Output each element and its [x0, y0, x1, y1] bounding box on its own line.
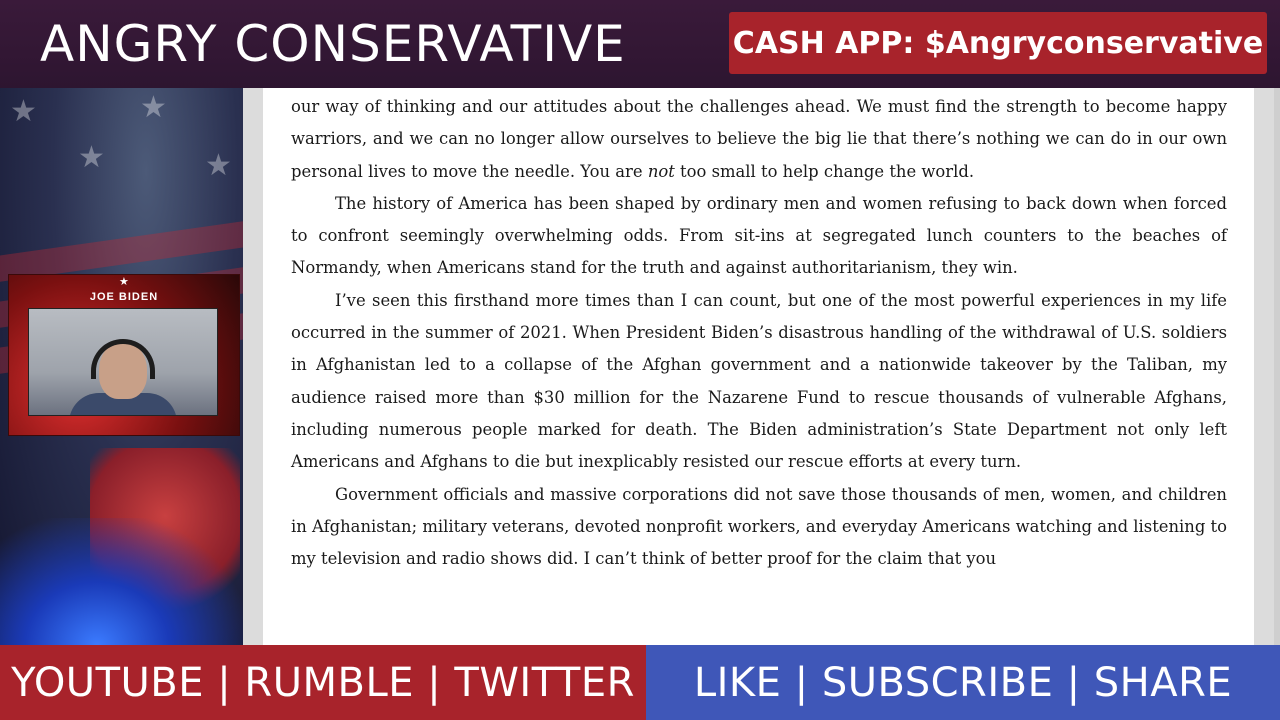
scrollbar[interactable] [1274, 88, 1280, 645]
star-icon: ★ [205, 149, 232, 182]
paragraph: I’ve seen this firsthand more times than I can count, but one of the most powerful experiences in my life occurred in the summer of 2021. When President Biden’s disastrous handling of the withdrawal of U.S. soldiers in Afghanistan led to a collapse of the Afghan government and a nationwide takeover by the Taliban, my audience raised more than $30 million for the Nazarene Fund to rescue thousands of vulnerable Afghans, including numerous people marked for death. The Biden administration’s State Department not only left Americans and Afghans to die but inexplicably resisted our rescue efforts at every turn. [291, 290, 1227, 472]
paragraph-text: too small to help change the world. [674, 161, 975, 181]
social-links-label: YOUTUBE | RUMBLE | TWITTER [11, 659, 635, 706]
star-icon: ★ [119, 276, 129, 288]
blue-flames-artwork [0, 518, 243, 645]
cashapp-label: CASH APP: $Angryconservative [732, 25, 1264, 61]
star-icon: ★ [10, 95, 37, 128]
paragraph-text: our way of thinking and our attitudes about the challenges ahead. We must find the strength to become happy warriors, and we can no longer allow ourselves to believe the big lie that there’s nothing we can do in our own personal lives to move the needle. You are [291, 97, 1227, 181]
emphasis-text: not [647, 161, 675, 181]
side-panel-artwork [0, 88, 243, 645]
channel-title: ANGRY CONSERVATIVE [40, 15, 626, 73]
paragraph [291, 91, 1227, 188]
star-icon: ★ [140, 91, 167, 124]
webcam-feed [28, 308, 218, 416]
call-to-action-banner [646, 645, 1280, 720]
poster-title: JOE BIDEN [89, 291, 159, 303]
headset-icon [91, 339, 155, 379]
cashapp-banner [729, 12, 1267, 74]
top-banner [0, 0, 1280, 88]
social-links-banner [0, 645, 646, 720]
star-icon: ★ [78, 141, 105, 174]
document-page [263, 88, 1254, 645]
paragraph: Government officials and massive corporations did not save those thousands of men, women, and children in Afghanistan; military veterans, devoted nonprofit workers, and everyday Americans watching and listening to my television and radio shows did. I can’t think of better proof for the claim that you [291, 484, 1227, 569]
document-text [291, 91, 1227, 575]
call-to-action-label: LIKE | SUBSCRIBE | SHARE [693, 659, 1233, 706]
document-viewer[interactable] [243, 88, 1280, 645]
paragraph: The history of America has been shaped by ordinary men and women refusing to back down when forced to confront seemingly overwhelming odds. From sit-ins at segregated lunch counters to the beaches of Normandy, when Americans stand for the truth and against authoritarianism, they win. [291, 193, 1227, 278]
